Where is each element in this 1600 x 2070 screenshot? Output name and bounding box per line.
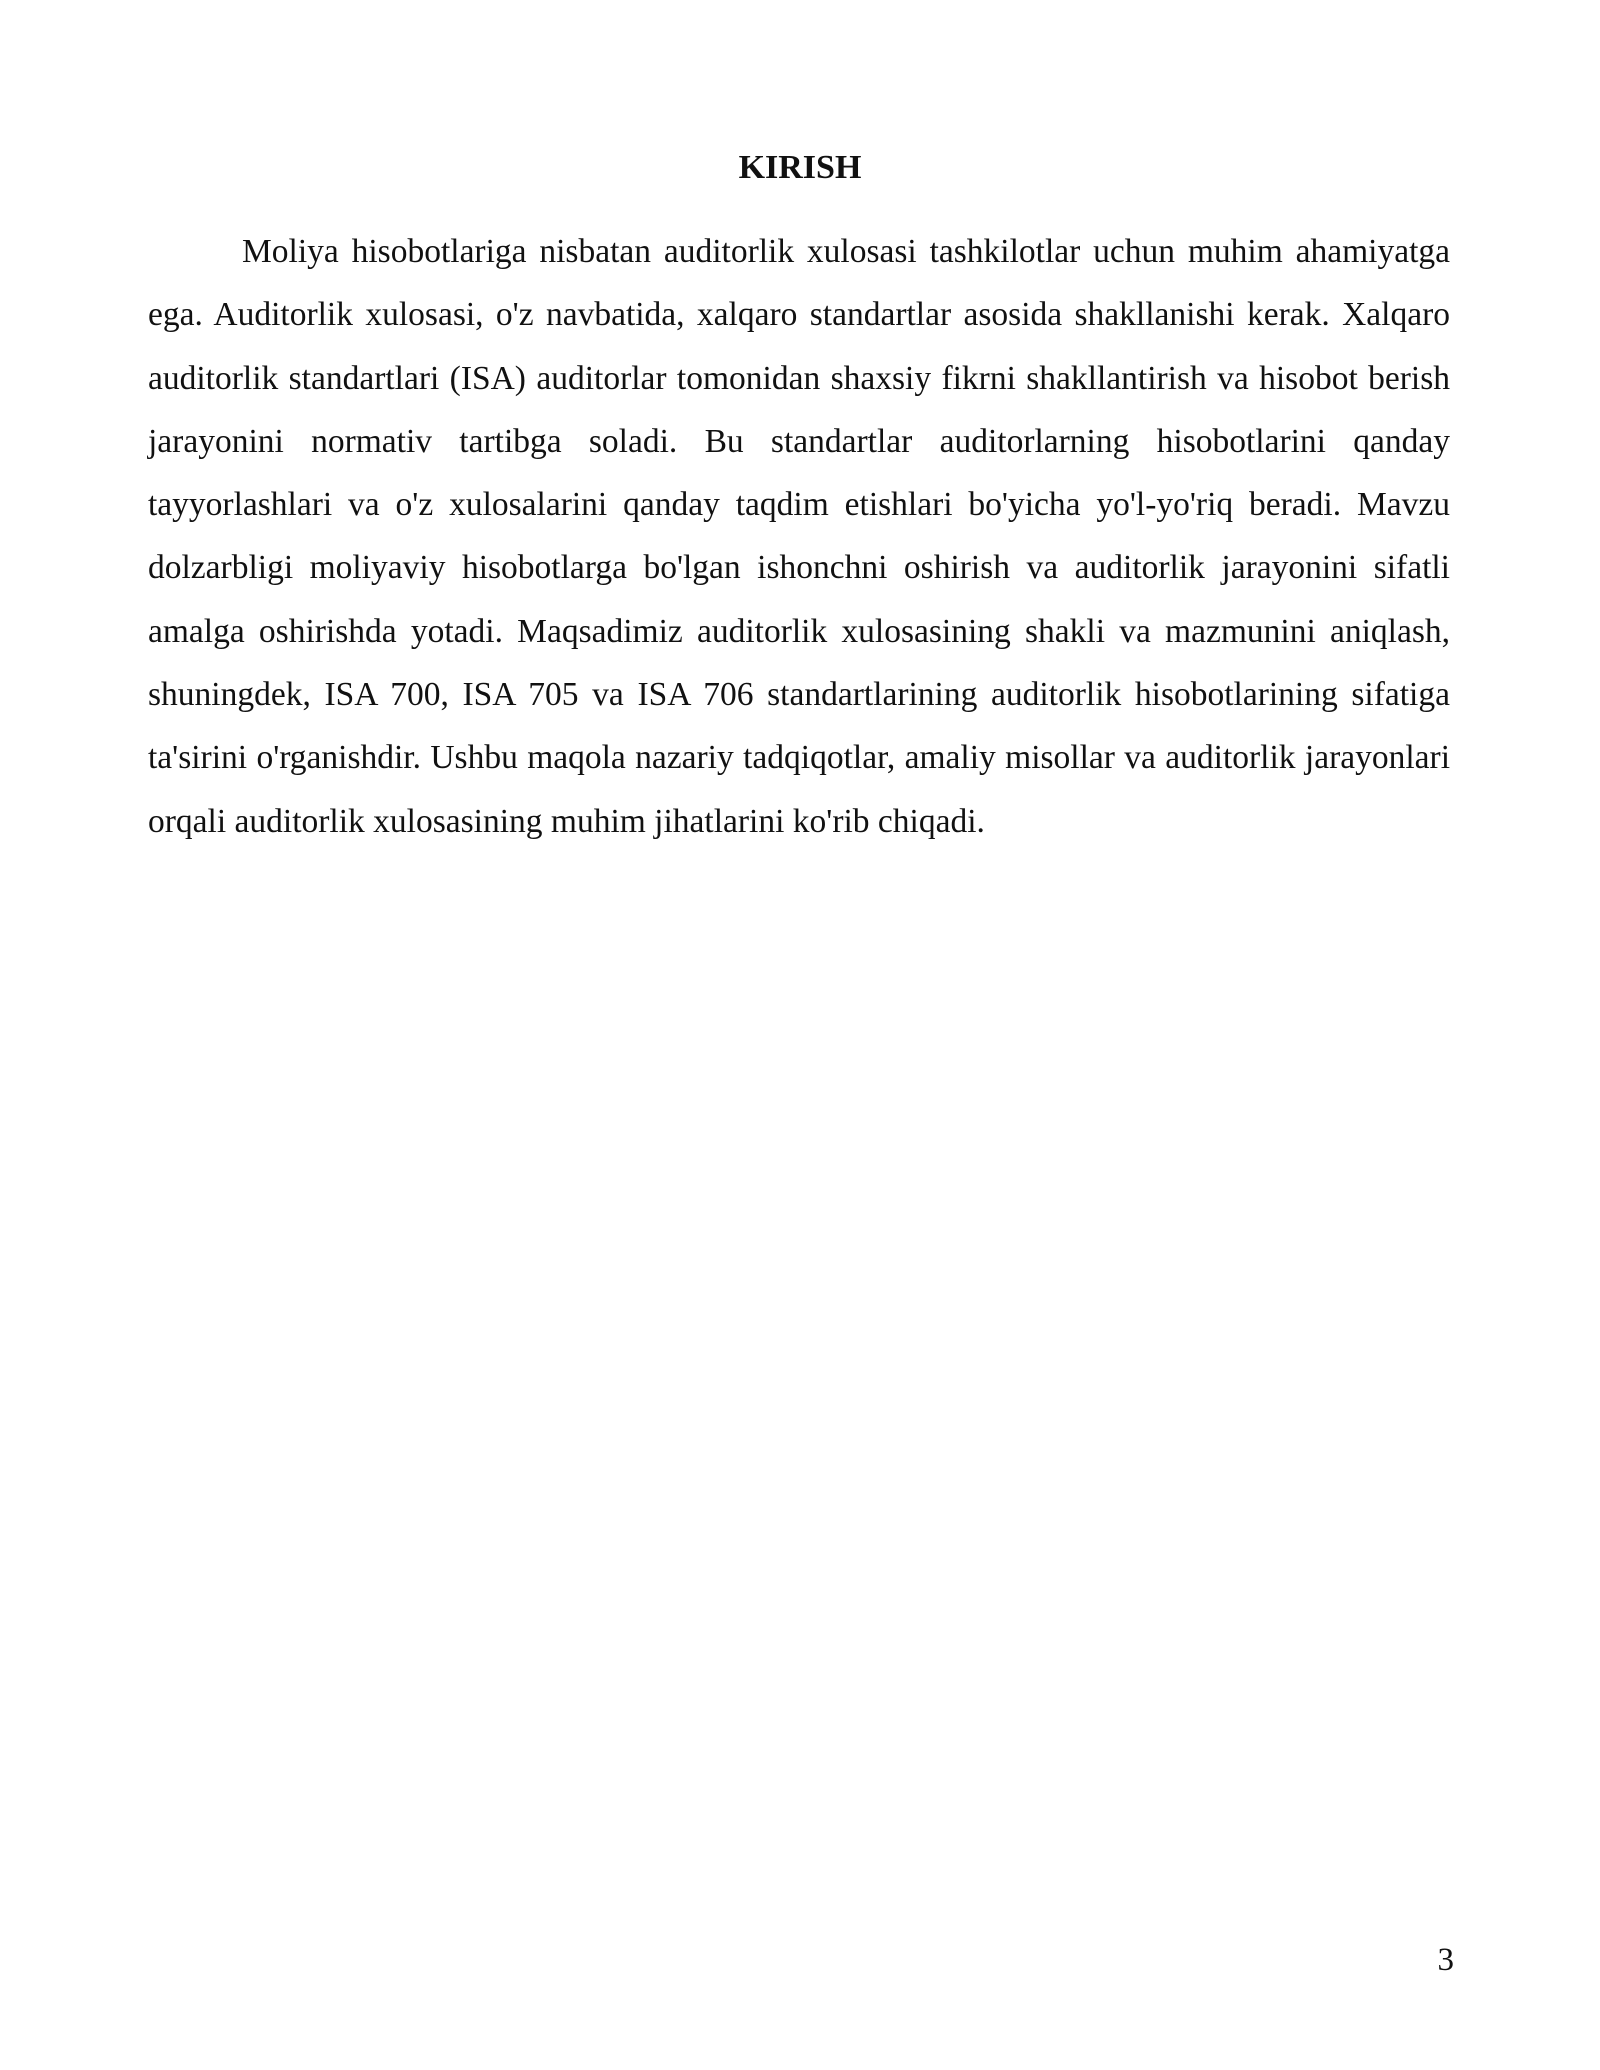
section-title: KIRISH xyxy=(738,149,862,186)
page-number: 3 xyxy=(1437,1942,1454,1978)
intro-paragraph: Moliya hisobotlariga nisbatan auditorlik xulosasi tashkilotlar uchun muhim ahamiyatga ega. Auditorlik xulosasi, o'z navbatida, xalqaro standartlar asosida shakllanishi kerak. Xalqaro auditorlik standartlari (ISA) auditorlar tomonidan shaxsiy fikrni shakllantirish va hisobot berish jarayonini normativ tartibga soladi. Bu standartlar auditorlarning hisobotlarini qanday tayyorlashlari va o'z xulosalarini qanday taqdim etishlari bo'yicha yo'l-yo'riq beradi. Mavzu dolzarbligi moliyaviy hisobotlarga bo'lgan ishonchni oshirish va auditorlik jarayonini sifatli amalga oshirishda yotadi. Maqsadimiz auditorlik xulosasining shakli va mazmunini aniqlash, shuningdek, ISA 700, ISA 705 va ISA 706 standartlarining auditorlik hisobotlarining sifatiga ta'sirini o'rganishdir. Ushbu maqola nazariy tadqiqotlar, amaliy misollar va auditorlik jarayonlari orqali auditorlik xulosasining muhim jihatlarini ko'rib chiqadi. xyxy=(148,233,1450,840)
